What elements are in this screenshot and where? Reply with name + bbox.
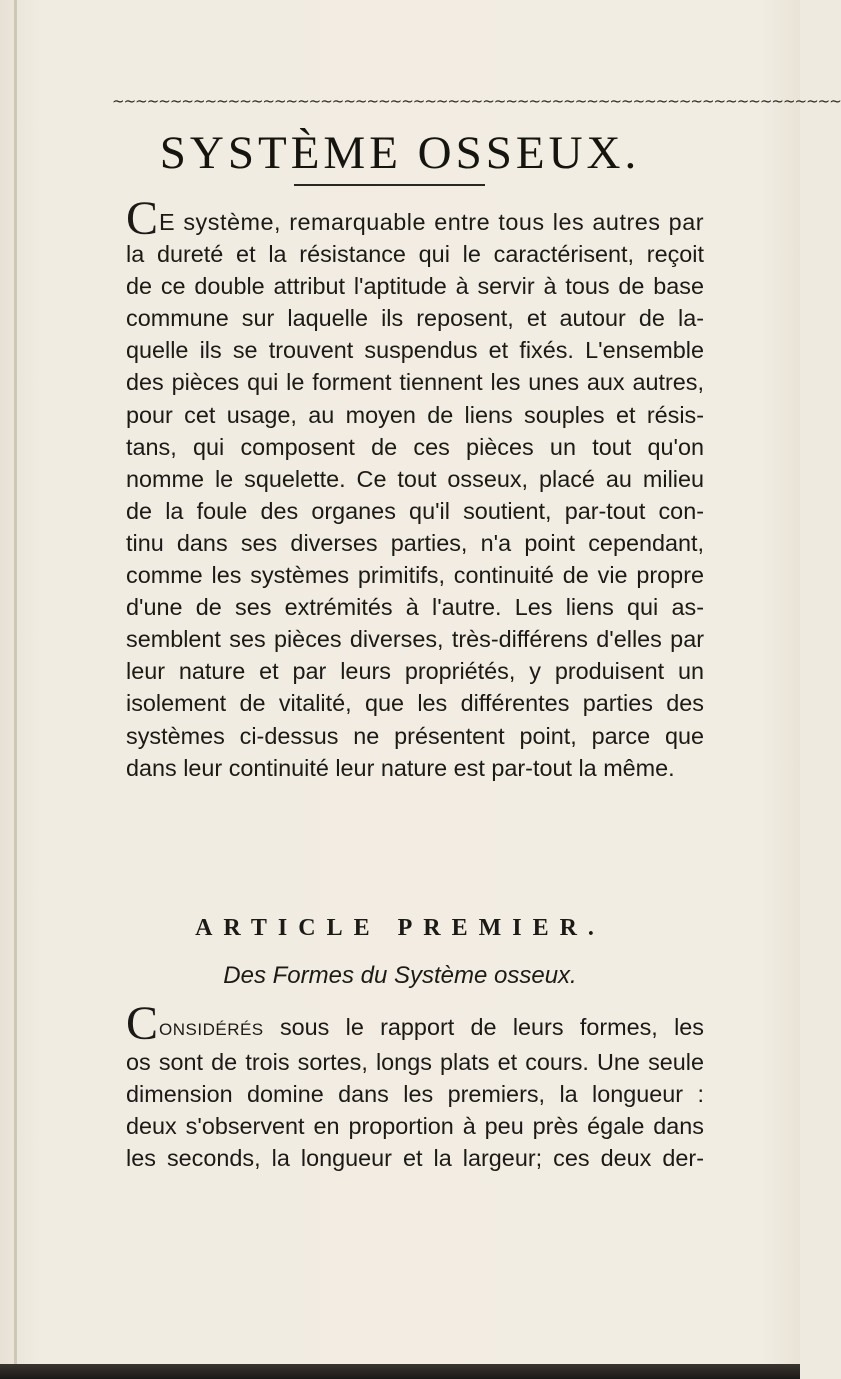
first-line-text: E système, remarquable entre tous les autres par <box>159 209 704 235</box>
page-bottom-edge <box>0 1364 800 1379</box>
paragraph-line-first <box>126 997 704 1050</box>
paragraph-line: commune sur laquelle ils reposent, et autour de la- <box>126 305 704 332</box>
article-paragraph <box>126 997 704 1174</box>
paragraph-line-first <box>126 192 704 245</box>
paragraph-line: d'une de ses extrémités à l'autre. Les liens qui as- <box>126 594 704 621</box>
article-subtitle: Des Formes du Système osseux. <box>223 962 577 989</box>
drop-cap: C <box>126 997 159 1050</box>
paragraph-line: nomme le squelette. Ce tout osseux, placé au milieu <box>126 465 704 492</box>
article-heading: ARTICLE PREMIER. <box>195 915 605 941</box>
paragraph-line: de ce double attribut l'aptitude à servir à tous de base <box>126 273 704 300</box>
paragraph-line: tans, qui composent de ces pièces un tout qu'on <box>126 433 704 460</box>
paragraph-line: les seconds, la longueur et la largeur; ces deux der- <box>126 1145 704 1172</box>
paragraph-line: des pièces qui le forment tiennent les unes aux autres, <box>126 369 704 396</box>
paragraph-line: os sont de trois sortes, longs plats et cours. Une seule <box>126 1049 704 1076</box>
first-line-text: sous le rapport de leurs formes, les <box>263 1014 704 1040</box>
paragraph-line: leur nature et par leurs propriétés, y produisent un <box>126 658 704 685</box>
paragraph-line: comme les systèmes primitifs, continuité de vie propre <box>126 562 704 589</box>
paragraph-line-last: dans leur continuité leur nature est par-tout la même. <box>126 754 675 781</box>
page-title: SYSTÈME OSSEUX. <box>159 127 641 179</box>
paragraph-line: quelle ils se trouvent suspendus et fixés. L'ensemble <box>126 337 704 364</box>
paragraph-line: dimension domine dans les premiers, la longueur : <box>126 1081 704 1108</box>
title-rule <box>294 184 485 186</box>
paragraph-line: de la foule des organes qu'il soutient, par-tout con- <box>126 497 704 524</box>
intro-paragraph <box>126 192 704 784</box>
paragraph-line: semblent ses pièces diverses, très-différens d'elles par <box>126 626 704 653</box>
page-spine-shadow <box>14 0 17 1379</box>
paragraph-line: deux s'observent en proportion à peu près égale dans <box>126 1113 704 1140</box>
paragraph-line: la dureté et la résistance qui le caractérisent, reçoit <box>126 241 704 268</box>
header-ornament: ~~~~~~~~~~~~~~~~~~~~~~~~~~~~~~~~~~~~~~~~~~~~~~~~~~~~~~~~~~~~~~~ <box>112 92 841 110</box>
paragraph-line: isolement de vitalité, que les différentes parties des <box>126 690 704 717</box>
drop-cap: C <box>126 192 159 245</box>
paragraph-line: tinu dans ses diverses parties, n'a point cependant, <box>126 529 704 556</box>
paragraph-line: systèmes ci-dessus ne présentent point, parce que <box>126 722 704 749</box>
paragraph-line: pour cet usage, au moyen de liens souples et résis- <box>126 401 704 428</box>
small-caps-word: ONSIDÉRÉS <box>159 1020 264 1039</box>
